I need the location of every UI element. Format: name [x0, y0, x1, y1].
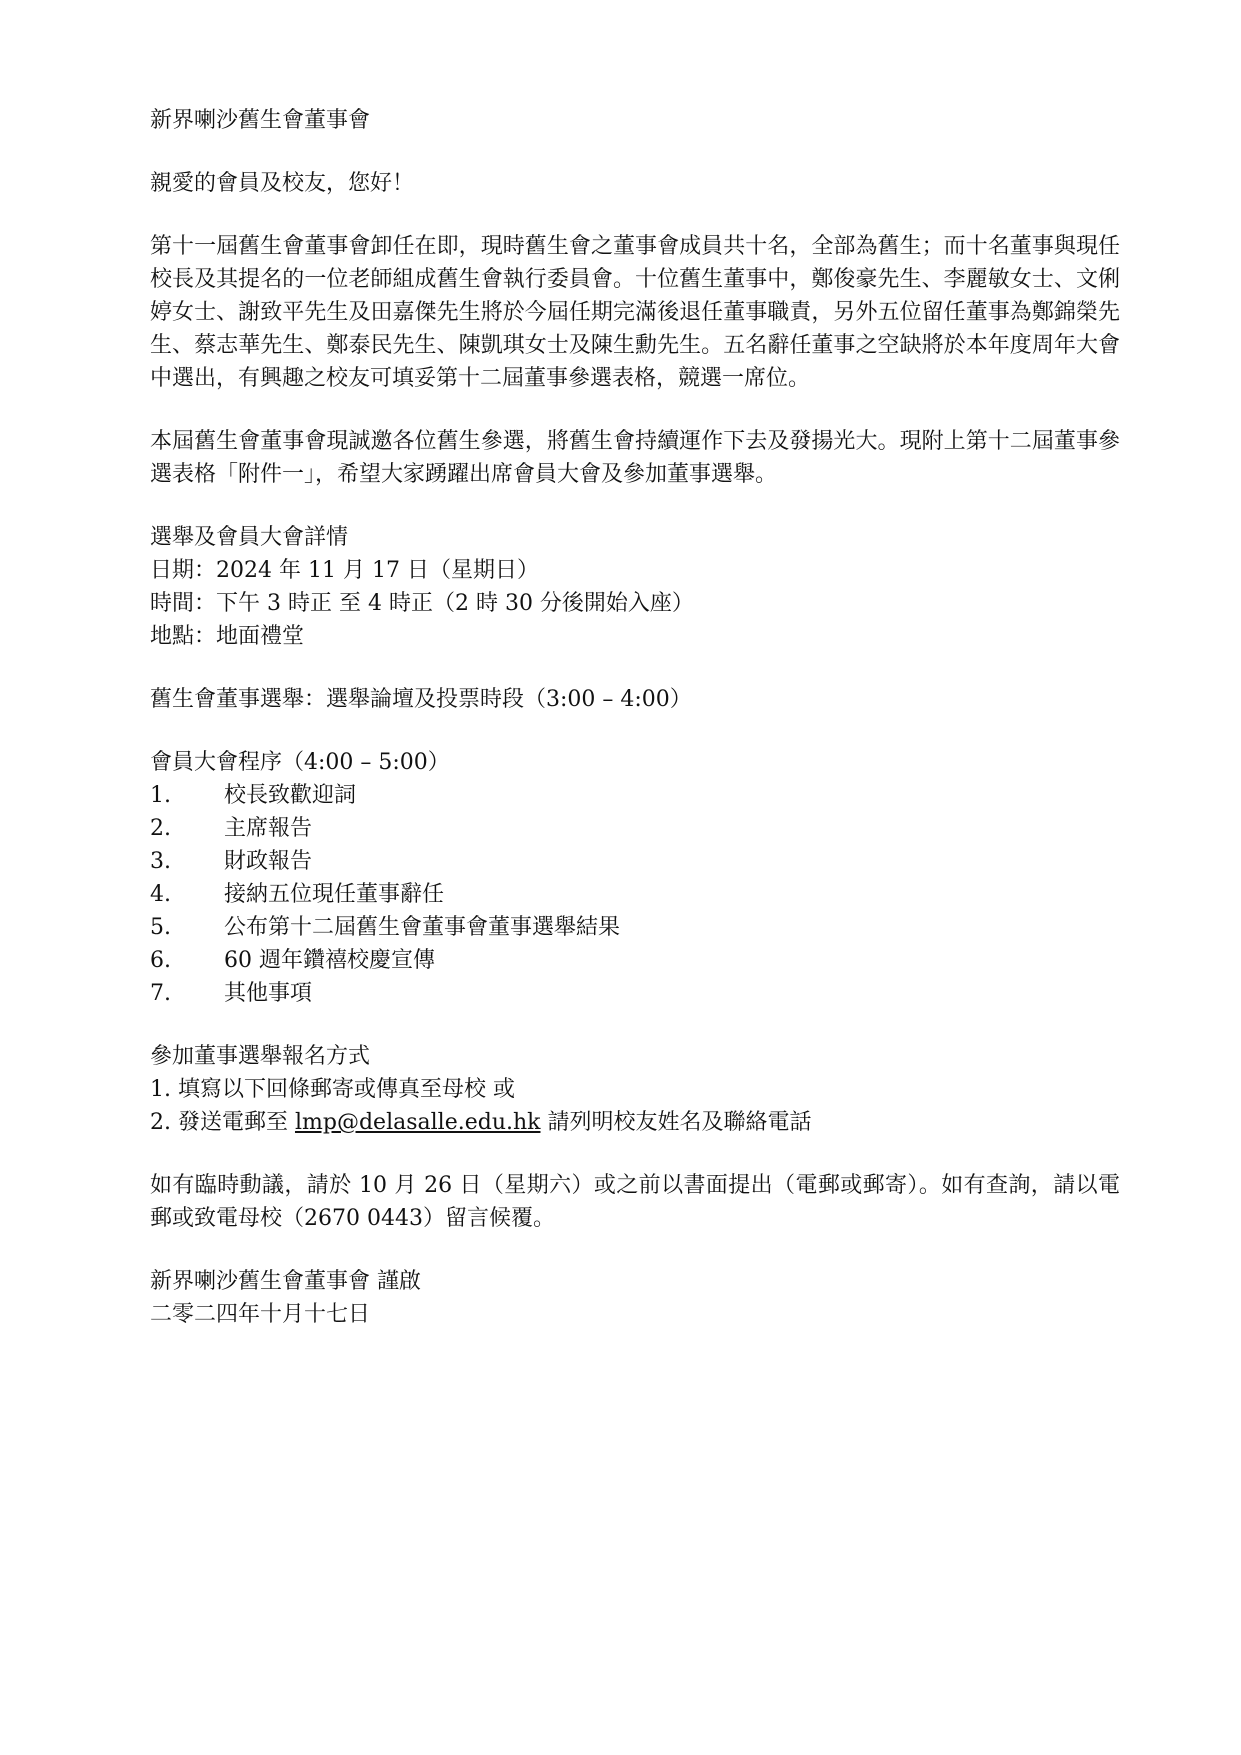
meeting-details: [150, 521, 1120, 653]
paragraph-board-retirement: 第十一屆舊生會董事會卸任在即，現時舊生會之董事會成員共十名，全部為舊生；而十名董事與現任校長及其提名的一位老師組成舊生會執行委員會。十位舊生董事中，鄭俊豪先生、李麗敏女士、文俐婷女士、謝致平先生及田嘉傑先生將於今屆任期完滿後退任董事職責，另外五位留任董事為鄭錦榮先生、蔡志華先生、鄭泰民先生、陳凱琪女士及陳生勳先生。五名辭任董事之空缺將於本年度周年大會中選出，有興趣之校友可填妥第十二屆董事參選表格，競選一席位。: [150, 234, 1120, 391]
agenda-item-text: 校長致歡迎詞: [224, 783, 357, 808]
meeting-time: 時間：下午 3 時正 至 4 時正（2 時 30 分後開始入座）: [150, 591, 694, 616]
meeting-heading: 選舉及會員大會詳情: [150, 525, 349, 550]
signoff-sender: 新界喇沙舊生會董事會 謹啟: [150, 1269, 421, 1294]
registration-method-email: [150, 1106, 1120, 1139]
agenda-item-text: 財政報告: [224, 849, 313, 874]
agenda-item-text: 60 週年鑽禧校慶宣傳: [224, 948, 435, 973]
agenda: [150, 746, 1120, 1010]
agenda-heading: 會員大會程序（4:00 – 5:00）: [150, 750, 450, 775]
election-schedule: 舊生會董事選舉：選舉論壇及投票時段（3:00 – 4:00）: [150, 687, 692, 712]
agenda-item: [150, 812, 1120, 845]
agenda-item: [150, 878, 1120, 911]
agenda-item: [150, 977, 1120, 1010]
agenda-item: [150, 911, 1120, 944]
agenda-item-text: 主席報告: [224, 816, 313, 841]
agenda-item-number: 5.: [150, 915, 171, 940]
method-email-prefix: 2. 發送電郵至: [150, 1110, 295, 1135]
registration-heading: 參加董事選舉報名方式: [150, 1044, 371, 1069]
letter-header: 新界喇沙舊生會董事會: [150, 108, 371, 133]
method-email-suffix: 請列明校友姓名及聯絡電話: [540, 1110, 812, 1135]
signoff-date: 二零二四年十月十七日: [150, 1302, 371, 1327]
agenda-item-number: 6.: [150, 948, 171, 973]
agenda-item: [150, 779, 1120, 812]
agenda-item-number: 7.: [150, 981, 171, 1006]
agenda-list: [150, 779, 1120, 1010]
agenda-item-text: 接納五位現任董事辭任: [224, 882, 445, 907]
motion-notice: 如有臨時動議，請於 10 月 26 日（星期六）或之前以書面提出（電郵或郵寄）。如有查詢，請以電郵或致電母校（2670 0443）留言候覆。: [150, 1173, 1120, 1231]
meeting-venue: 地點：地面禮堂: [150, 624, 305, 649]
paragraph-invitation: 本屆舊生會董事會現誠邀各位舊生參選，將舊生會持續運作下去及發揚光大。現附上第十二屆董事參選表格「附件一」，希望大家踴躍出席會員大會及參加董事選舉。: [150, 429, 1120, 487]
agenda-item-text: 公布第十二屆舊生會董事會董事選舉結果: [224, 915, 621, 940]
meeting-date: 日期：2024 年 11 月 17 日（星期日）: [150, 558, 539, 583]
agenda-item-number: 4.: [150, 882, 171, 907]
agenda-item-number: 3.: [150, 849, 171, 874]
agenda-item-number: 2.: [150, 816, 171, 841]
email-link[interactable]: lmp@delasalle.edu.hk: [294, 1110, 541, 1135]
agenda-item-number: 1.: [150, 783, 171, 808]
salutation: 親愛的會員及校友，您好！: [150, 171, 415, 196]
agenda-item: [150, 944, 1120, 977]
signoff: [150, 1265, 1120, 1331]
registration-method-mail: 1. 填寫以下回條郵寄或傳真至母校 或: [150, 1077, 515, 1102]
agenda-item: [150, 845, 1120, 878]
registration-methods: [150, 1040, 1120, 1139]
letter-body: [150, 104, 1120, 1331]
agenda-item-text: 其他事項: [224, 981, 313, 1006]
